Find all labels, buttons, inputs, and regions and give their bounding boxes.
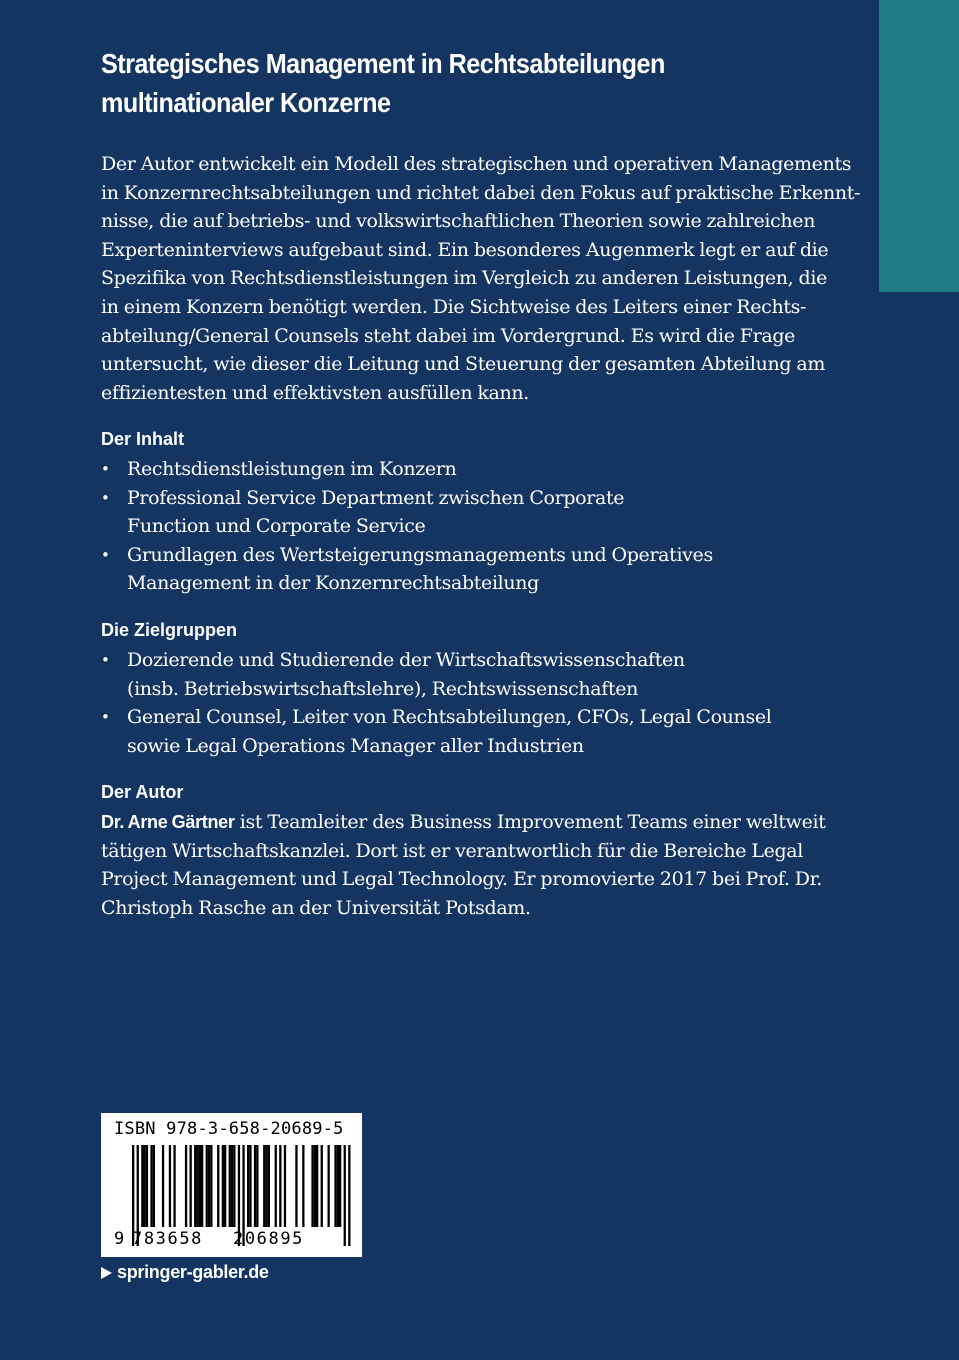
barcode-bar	[314, 1145, 316, 1227]
barcode-bar	[173, 1145, 175, 1227]
list-item: • Grundlagen des Wertsteigerungsmanagements und Operatives Management in der Konzernrechtsabteilung	[101, 541, 821, 598]
barcode-bar	[249, 1145, 251, 1227]
zielgruppen-list	[101, 646, 821, 760]
barcode-bar	[311, 1145, 313, 1227]
barcode-bar	[302, 1145, 304, 1227]
website-label: springer-gabler.de	[117, 1262, 269, 1282]
bullet-icon: •	[101, 460, 110, 478]
intro-paragraph	[101, 150, 861, 407]
book-title-line-1: Strategisches Management in Rechtsabteilungen	[101, 48, 665, 79]
list-item: • Dozierende und Studierende der Wirtschaftswissenschaften (insb. Betriebswirtschaftslehre), Rechtswissenschaften	[101, 646, 821, 703]
publisher-website[interactable]	[101, 1262, 269, 1283]
barcode-bar	[150, 1145, 152, 1227]
ean-right-digits: 206895	[233, 1229, 305, 1249]
isbn-label: ISBN 978-3-658-20689-5	[114, 1119, 344, 1139]
barcode-bar	[339, 1145, 341, 1227]
barcode-bar	[295, 1145, 297, 1227]
intro-line: untersucht, wie dieser die Leitung und Steuerung der gesamten Abteilung am	[101, 353, 826, 376]
barcode-bar	[222, 1145, 224, 1227]
barcode-bar	[144, 1145, 146, 1227]
author-bio-line: Project Management und Legal Technology. Er promovierte 2017 bei Prof. Dr.	[101, 868, 823, 891]
ean-left-digits: 783658	[132, 1229, 204, 1249]
barcode-bar	[208, 1145, 210, 1227]
book-title-line-2: multinationaler Konzerne	[101, 87, 391, 118]
barcode-bar	[254, 1145, 256, 1227]
barcode-bar	[334, 1145, 336, 1227]
barcode-bar	[316, 1145, 318, 1227]
barcode-bar	[201, 1145, 203, 1227]
barcode-bar	[284, 1145, 286, 1227]
barcode-bar	[206, 1145, 208, 1227]
author-bio-line: Christoph Rasche an der Universität Potsdam.	[101, 896, 531, 919]
intro-line: in einem Konzern benötigt werden. Die Sichtweise des Leiters einer Rechts-	[101, 295, 807, 318]
barcode-bar	[279, 1145, 281, 1227]
intro-line: in Konzernrechtsabteilungen und richtet dabei den Fokus auf praktische Erkennt-	[101, 181, 861, 204]
author-bio	[101, 808, 826, 922]
inhalt-list	[101, 455, 821, 598]
barcode-bar	[233, 1145, 235, 1227]
book-title	[101, 44, 785, 122]
list-item: • General Counsel, Leiter von Rechtsabteilungen, CFOs, Legal Counsel sowie Legal Operations Manager aller Industrien	[101, 703, 821, 760]
barcode-bar	[229, 1145, 231, 1227]
intro-line: Der Autor entwickelt ein Modell des strategischen und operativen Managements	[101, 153, 852, 175]
barcode-bar	[217, 1145, 219, 1227]
barcode-bar	[263, 1145, 265, 1227]
bullet-icon: •	[101, 708, 110, 727]
barcode-bar	[141, 1145, 143, 1227]
autor-heading: Der Autor	[101, 782, 184, 802]
arrow-right-icon	[101, 1267, 112, 1279]
barcode-bar	[344, 1145, 346, 1246]
author-bio-line: Dr. Arne Gärtner ist Teamleiter des Business Improvement Teams einer weltweit	[101, 811, 826, 833]
intro-line: effizientesten und effektivsten ausfüllen kann.	[101, 381, 529, 404]
accent-bar	[879, 0, 959, 292]
barcode-bar	[328, 1145, 330, 1227]
bullet-icon: •	[101, 488, 110, 507]
bullet-icon: •	[101, 651, 110, 669]
barcode-bar	[169, 1145, 171, 1227]
list-item: • Professional Service Department zwischen Corporate Function und Corporate Service	[101, 484, 821, 541]
barcode-bar	[348, 1145, 350, 1246]
ean-first-digit: 9	[114, 1229, 125, 1249]
author-bio-line: tätigen Wirtschaftskanzlei. Dort ist er verantwortlich für die Bereiche Legal	[101, 839, 803, 862]
intro-line: Experteninterviews aufgebaut sind. Ein besonderes Augenmerk legt er auf die	[101, 238, 829, 261]
bullet-icon: •	[101, 545, 110, 564]
list-item: • Rechtsdienstleistungen im Konzern	[101, 455, 821, 484]
barcode-bar	[199, 1145, 201, 1227]
barcode-bar	[146, 1145, 148, 1227]
barcode-bar	[275, 1145, 277, 1227]
barcode-bar	[256, 1145, 258, 1227]
zielgruppen-heading: Die Zielgruppen	[101, 620, 238, 640]
barcode-bar	[268, 1145, 270, 1227]
barcode-bar	[162, 1145, 164, 1227]
intro-line: Spezifika von Rechtsdienstleistungen im Vergleich zu anderen Leistungen, die	[101, 267, 827, 290]
barcode-bar	[153, 1145, 155, 1227]
inhalt-heading: Der Inhalt	[101, 429, 185, 449]
barcode-bar	[190, 1145, 192, 1227]
intro-line: abteilung/General Counsels steht dabei im Vordergrund. Es wird die Frage	[101, 324, 796, 347]
barcode-bar	[210, 1145, 212, 1227]
barcode-bar	[247, 1145, 249, 1227]
barcode-bar	[321, 1145, 323, 1227]
barcode-bar	[231, 1145, 233, 1227]
author-name: Dr. Arne Gärtner	[101, 812, 235, 832]
intro-line: nisse, die auf betriebs- und volkswirtschaftlichen Theorien sowie zahlreichen	[101, 210, 816, 233]
barcode-bar	[337, 1145, 339, 1227]
barcode-bar	[194, 1145, 196, 1227]
barcode-bar	[265, 1145, 267, 1227]
barcode-bar	[224, 1145, 226, 1227]
barcode-bar	[185, 1145, 187, 1227]
isbn-barcode	[101, 1113, 362, 1257]
barcode-bar	[196, 1145, 198, 1227]
